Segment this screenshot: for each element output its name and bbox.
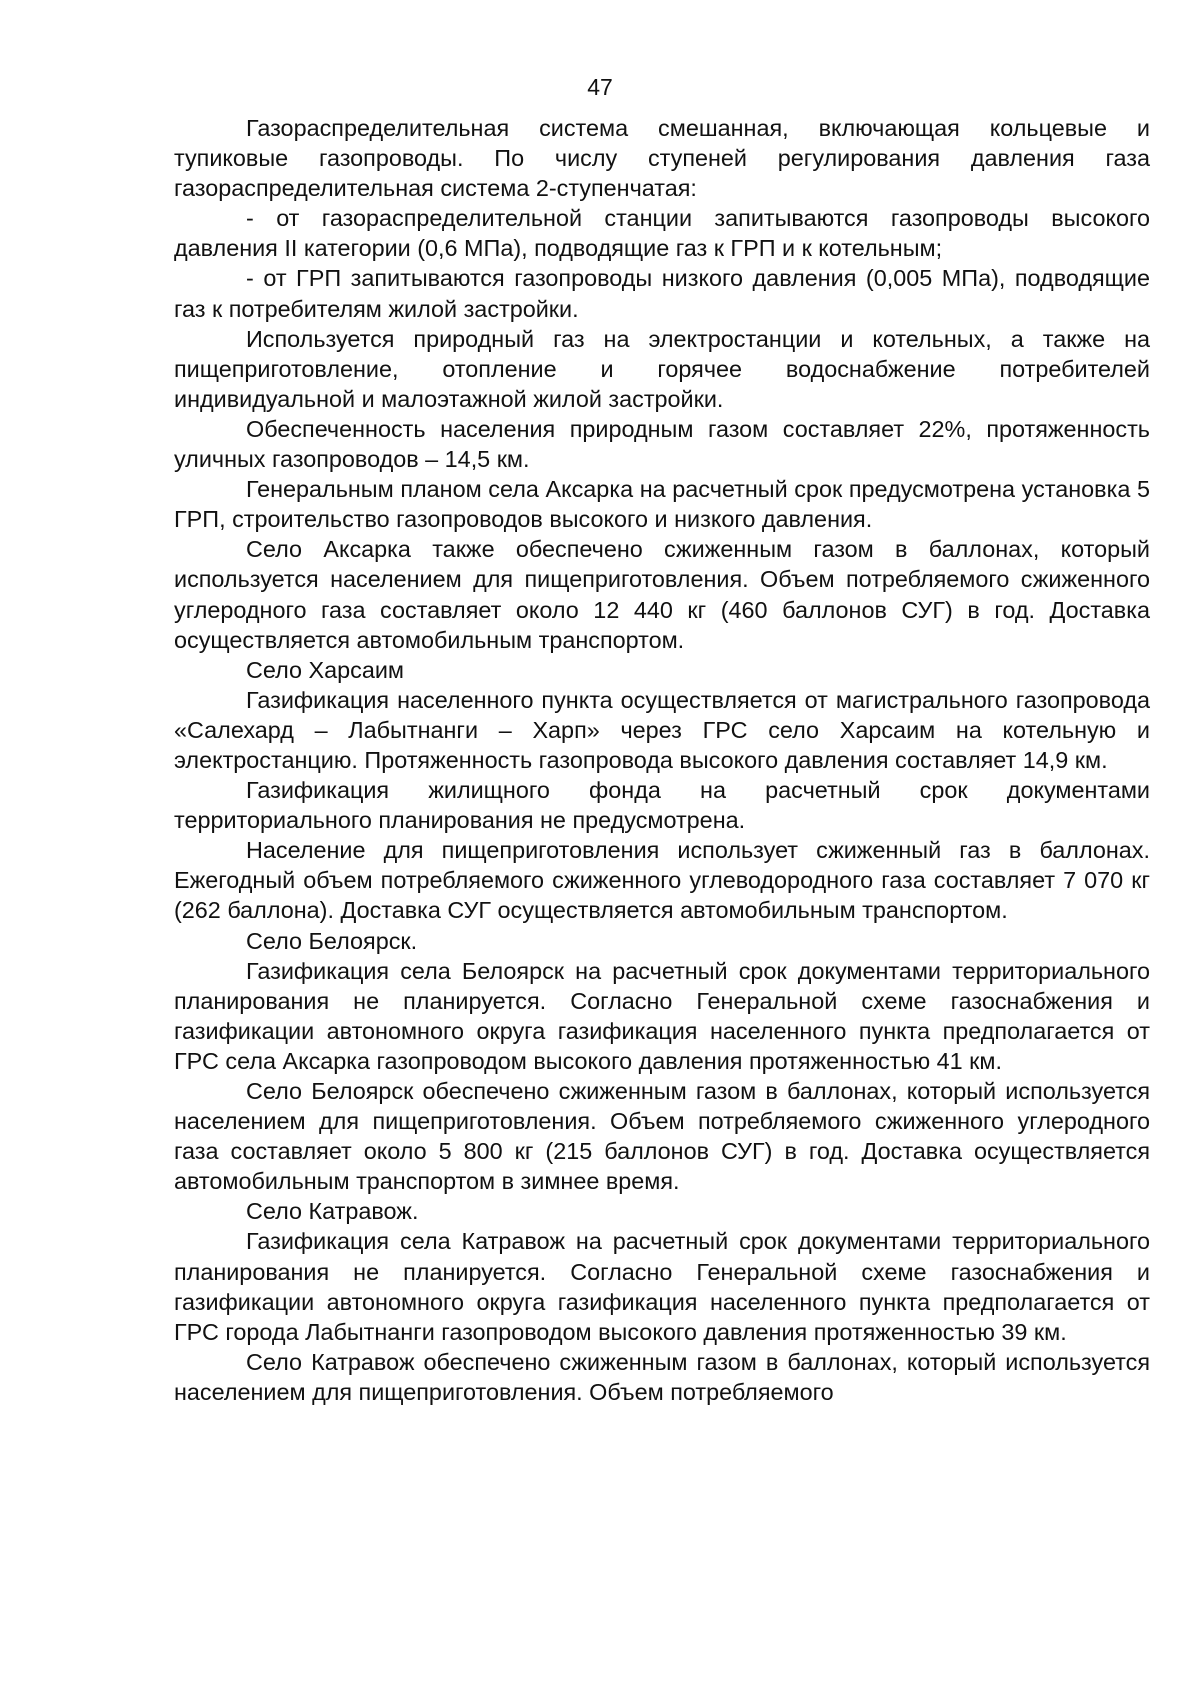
paragraph-beloyarsk-lpg: Село Белоярск обеспечено сжиженным газом в баллонах, который используется населением для пищеприготовления. Объем потребляемого сжиженного углеродного газа составляет около 5 800 кг (215 баллонов СУГ) в год. Доставка осуществляется автомобильным транспортом в зимнее время. xyxy=(174,1078,1150,1195)
paragraph-katravozh-gasification: Газификация села Катравож на расчетный срок документами территориального планирования не планируется. Согласно Генеральной схеме газоснабжения и газификации автономного округа газификация населенного пункта предполагается от ГРС города Лабытнанги газопроводом высокого давления протяженностью 39 км. xyxy=(174,1228,1150,1345)
paragraph-aksarka-lpg: Село Аксарка также обеспечено сжиженным газом в баллонах, который используется населением для пищеприготовления. Объем потребляемого сжиженного углеродного газа составляет около 12 440 кг (460 баллонов СУГ) в год. Доставка осуществляется автомобильным транспортом. xyxy=(174,536,1150,653)
page-number: 47 xyxy=(587,74,613,100)
paragraph-gas-coverage: Обеспеченность населения природным газом составляет 22%, протяженность уличных газопроводов – 14,5 км. xyxy=(174,415,1150,473)
paragraph-high-pressure-stage: - от газораспределительной станции запитываются газопроводы высокого давления II категории (0,6 МПа), подводящие газ к ГРП и к котельным; xyxy=(174,205,1150,262)
paragraph-kharsaim-gasification: Газификация населенного пункта осуществляется от магистрального газопровода «Салехард – Лабытнанги – Харп» через ГРС село Харсаим на котельную и электростанцию. Протяженность газопровода высокого давления составляет 14,9 км. xyxy=(174,686,1150,773)
paragraph-katravozh-lpg: Село Катравож обеспечено сжиженным газом в баллонах, который используется населением для пищеприготовления. Объем потребляемого xyxy=(174,1348,1150,1405)
paragraph-beloyarsk-gasification: Газификация села Белоярск на расчетный срок документами территориального планирования не планируется. Согласно Генеральной схеме газоснабжения и газификации автономного округа газификация населенного пункта предполагается от ГРС села Аксарка газопроводом высокого давления протяженностью 41 км. xyxy=(174,957,1150,1074)
paragraph-gas-system-overview: Газораспределительная система смешанная, включающая кольцевые и тупиковые газопроводы. По числу ступеней регулирования давления газа газораспределительная система 2-ступенчатая: xyxy=(174,115,1150,202)
heading-beloyarsk: Село Белоярск. xyxy=(246,927,418,954)
paragraph-kharsaim-lpg: Население для пищеприготовления использует сжиженный газ в баллонах. Ежегодный объем потребляемого сжиженного углеводородного газа составляет 7 070 кг (262 баллона). Доставка СУГ осуществляется автомобильным транспортом. xyxy=(174,837,1150,924)
heading-katravozh: Село Катравож. xyxy=(246,1198,419,1225)
document-body xyxy=(174,113,1150,1407)
paragraph-low-pressure-stage: - от ГРП запитываются газопроводы низкого давления (0,005 МПа), подводящие газ к потребителям жилой застройки. xyxy=(174,265,1150,322)
paragraph-natural-gas-usage: Используется природный газ на электростанции и котельных, а также на пищеприготовление, отопление и горячее водоснабжение потребителей индивидуальной и малоэтажной жилой застройки. xyxy=(174,325,1150,412)
paragraph-aksarka-plan: Генеральным планом села Аксарка на расчетный срок предусмотрена установка 5 ГРП, строительство газопроводов высокого и низкого давления. xyxy=(174,476,1150,533)
paragraph-kharsaim-housing: Газификация жилищного фонда на расчетный срок документами территориального планирования не предусмотрена. xyxy=(174,777,1150,834)
heading-kharsaim: Село Харсаим xyxy=(246,656,405,683)
